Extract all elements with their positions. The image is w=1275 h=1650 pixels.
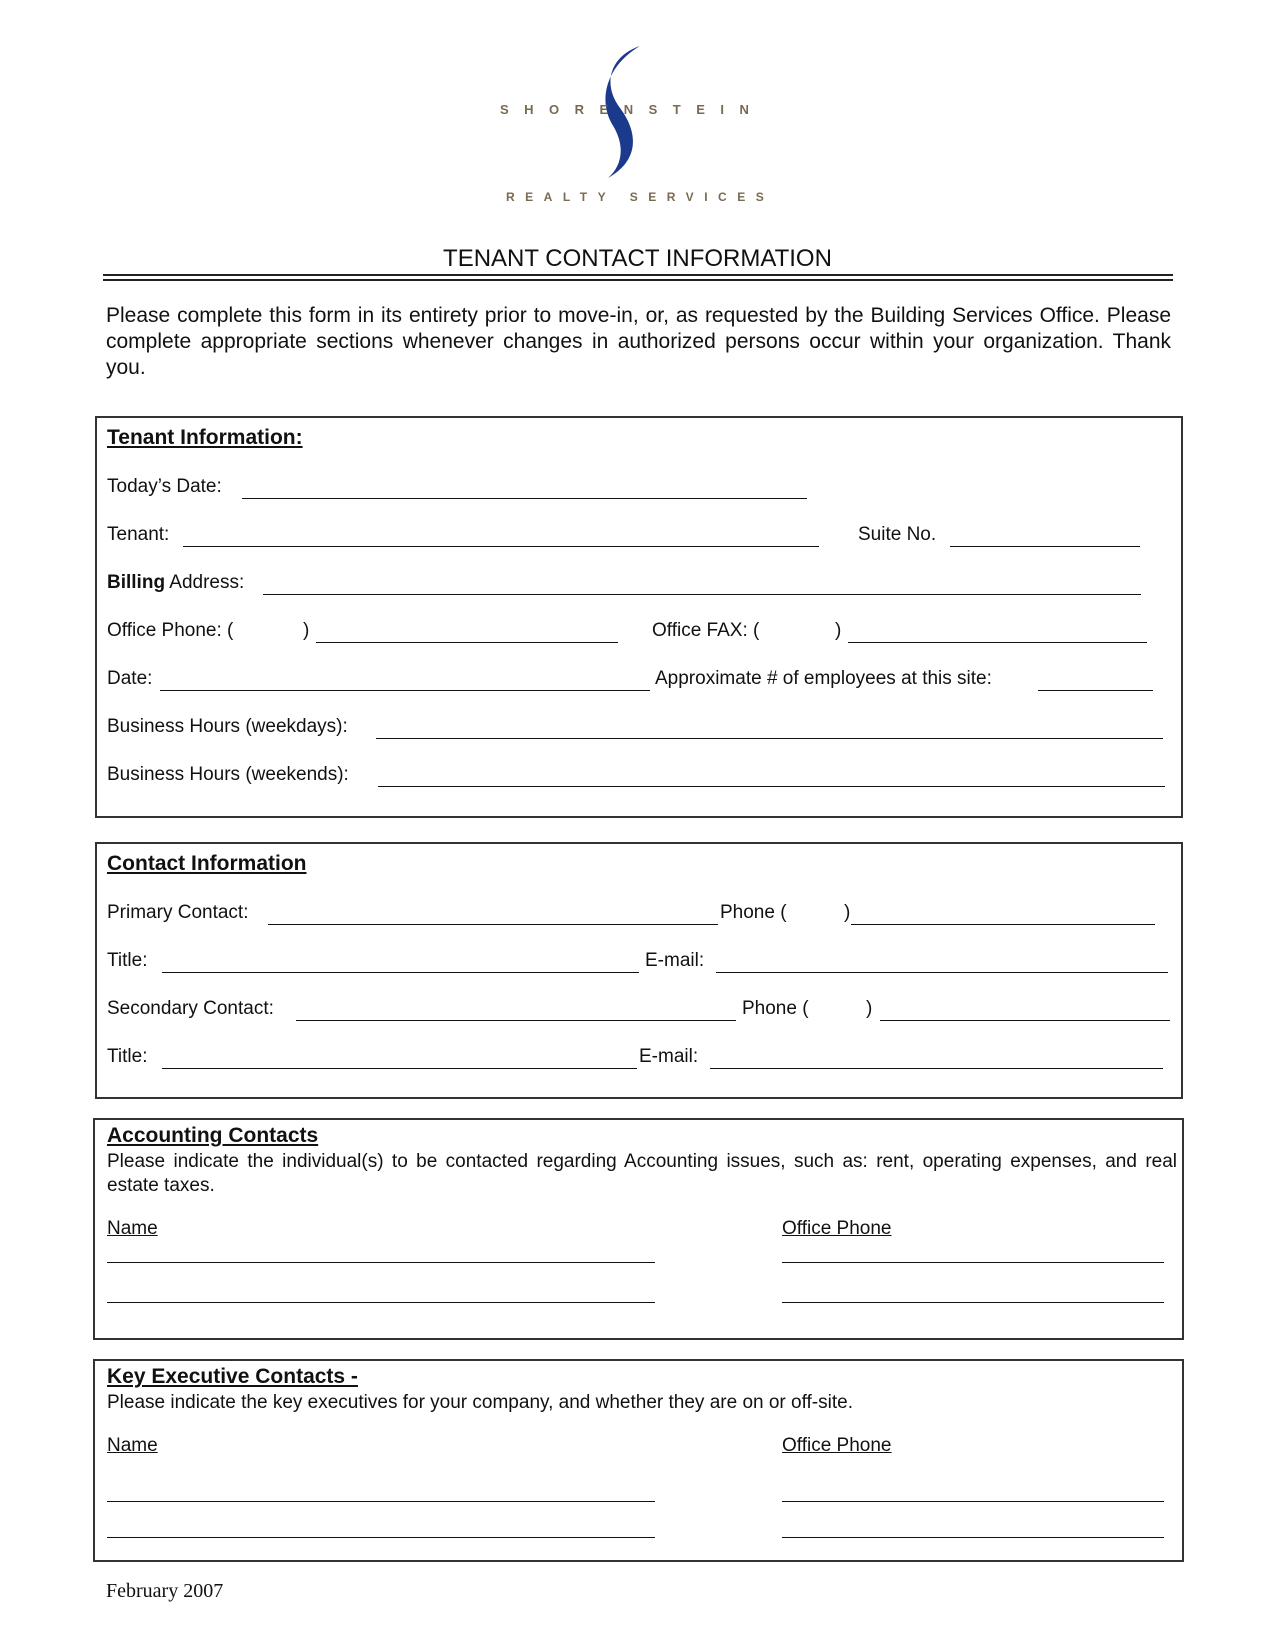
hours-weekdays-field[interactable] (376, 738, 1163, 739)
accounting-name-header: Name (107, 1218, 158, 1239)
accounting-phone-field-2[interactable] (782, 1302, 1164, 1303)
accounting-description: Please indicate the individual(s) to be contacted regarding Accounting issues, such as: rent, operating expenses, and real estate taxes. (107, 1151, 1177, 1196)
secondary-phone-field[interactable] (880, 1020, 1170, 1021)
office-fax-field[interactable] (848, 642, 1147, 643)
tenant-field[interactable] (183, 546, 819, 547)
primary-phone-label: Phone ( (720, 902, 787, 923)
primary-phone-field[interactable] (851, 924, 1155, 925)
todays-date-label: Today’s Date: (107, 476, 222, 497)
primary-email-label: E-mail: (645, 950, 705, 971)
primary-title-label: Title: (107, 950, 148, 971)
executive-name-field-1[interactable] (107, 1501, 655, 1502)
tenant-info-heading: Tenant Information: (107, 426, 303, 449)
executive-phone-header: Office Phone (782, 1435, 892, 1456)
logo-top-text: SHORENSTEIN (500, 102, 765, 117)
office-fax-label: Office FAX: ( (652, 620, 760, 641)
footer-date: February 2007 (106, 1580, 224, 1602)
executive-name-header: Name (107, 1435, 158, 1456)
accounting-phone-field-1[interactable] (782, 1262, 1164, 1263)
contact-info-heading: Contact Information (107, 852, 307, 875)
executive-name-field-2[interactable] (107, 1537, 655, 1538)
primary-email-field[interactable] (716, 972, 1168, 973)
contact-info-section (95, 842, 1183, 1099)
office-fax-close-paren: ) (835, 620, 842, 641)
accounting-name-field-2[interactable] (107, 1302, 655, 1303)
secondary-email-label: E-mail: (639, 1046, 699, 1067)
hours-weekends-label: Business Hours (weekends): (107, 764, 349, 785)
page-title: TENANT CONTACT INFORMATION (443, 245, 832, 272)
accounting-name-field-1[interactable] (107, 1262, 655, 1263)
accounting-heading: Accounting Contacts (107, 1124, 319, 1147)
executive-heading: Key Executive Contacts - (107, 1365, 358, 1388)
logo-bottom-text: REALTY SERVICES (506, 190, 775, 204)
secondary-contact-label: Secondary Contact: (107, 998, 274, 1019)
primary-phone-close-paren: ) (844, 902, 851, 923)
hours-weekends-field[interactable] (378, 786, 1165, 787)
primary-contact-label: Primary Contact: (107, 902, 249, 923)
tenant-info-section (95, 416, 1183, 818)
primary-contact-field[interactable] (268, 924, 718, 925)
office-phone-field[interactable] (316, 642, 618, 643)
office-phone-label: Office Phone: ( (107, 620, 234, 641)
employees-label: Approximate # of employees at this site: (655, 668, 992, 689)
tenant-label: Tenant: (107, 524, 170, 545)
executive-section (93, 1359, 1184, 1562)
billing-address-label: Billing Address: (107, 572, 245, 593)
suite-label: Suite No. (858, 524, 937, 545)
title-divider (103, 274, 1173, 276)
secondary-phone-close-paren: ) (866, 998, 873, 1019)
intro-paragraph: Please complete this form in its entirety prior to move-in, or, as requested by the Building Services Office. Please complete appropriate sections whenever changes in authorized persons occur within your organization. Thank you. (106, 304, 1171, 379)
secondary-title-label: Title: (107, 1046, 148, 1067)
primary-title-field[interactable] (162, 972, 639, 973)
date-field[interactable] (160, 690, 650, 691)
secondary-email-field[interactable] (710, 1068, 1163, 1069)
date-label: Date: (107, 668, 153, 689)
executive-description: Please indicate the key executives for your company, and whether they are on or off-site. (107, 1392, 853, 1413)
accounting-phone-header: Office Phone (782, 1218, 892, 1239)
secondary-phone-label: Phone ( (742, 998, 809, 1019)
todays-date-field[interactable] (242, 498, 807, 499)
billing-address-field[interactable] (263, 594, 1141, 595)
secondary-title-field[interactable] (162, 1068, 637, 1069)
secondary-contact-field[interactable] (296, 1020, 736, 1021)
hours-weekdays-label: Business Hours (weekdays): (107, 716, 348, 737)
company-logo (500, 38, 775, 218)
accounting-section (93, 1118, 1184, 1340)
executive-phone-field-1[interactable] (782, 1501, 1164, 1502)
office-phone-close-paren: ) (303, 620, 310, 641)
suite-field[interactable] (950, 546, 1140, 547)
title-divider-2 (103, 279, 1173, 281)
employees-field[interactable] (1038, 690, 1153, 691)
executive-phone-field-2[interactable] (782, 1537, 1164, 1538)
